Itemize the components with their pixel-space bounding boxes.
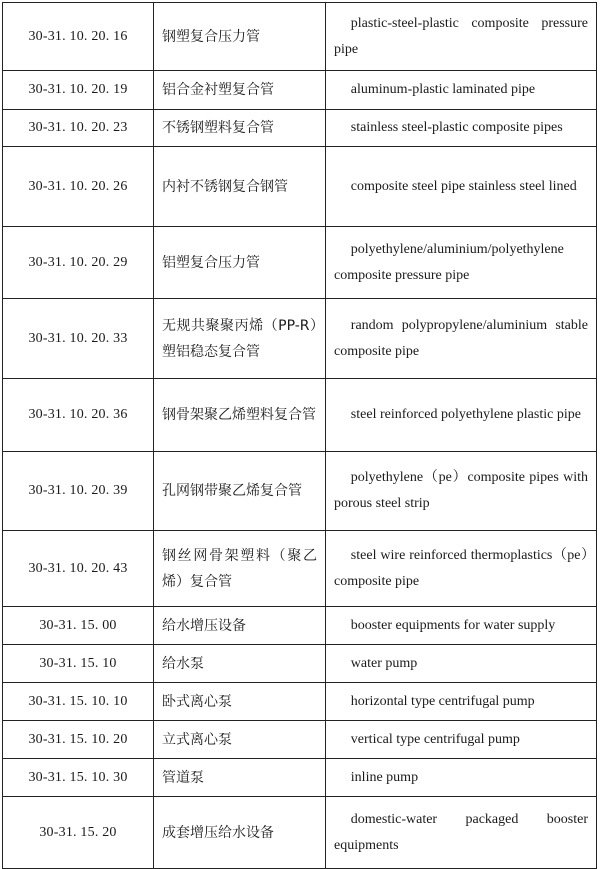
- row-english-term: polyethylene/aluminium/polyethylene composite pressure pipe: [326, 227, 597, 299]
- row-code: 30-31. 15. 00: [3, 607, 154, 645]
- row-english-term: inline pump: [326, 759, 597, 797]
- table-row: [3, 759, 597, 797]
- row-chinese-term: 孔网钢带聚乙烯复合管: [154, 452, 326, 531]
- row-code: 30-31. 10. 20. 16: [3, 3, 154, 71]
- row-chinese-term: 卧式离心泵: [154, 683, 326, 721]
- table-row: [3, 3, 597, 71]
- row-chinese-term: 钢塑复合压力管: [154, 3, 326, 71]
- table-row: [3, 531, 597, 607]
- row-english-term: water pump: [326, 645, 597, 683]
- row-code: 30-31. 10. 20. 36: [3, 379, 154, 452]
- row-code: 30-31. 15. 20: [3, 797, 154, 869]
- row-english-term: plastic-steel-plastic composite pressure pipe: [326, 3, 597, 71]
- row-chinese-term: 成套增压给水设备: [154, 797, 326, 869]
- table-row: [3, 645, 597, 683]
- row-english-term: stainless steel-plastic composite pipes: [326, 110, 597, 147]
- row-chinese-term: 钢丝网骨架塑料（聚乙烯）复合管: [154, 531, 326, 607]
- table-row: [3, 683, 597, 721]
- row-code: 30-31. 15. 10. 10: [3, 683, 154, 721]
- row-chinese-term: 不锈钢塑料复合管: [154, 110, 326, 147]
- row-english-term: vertical type centrifugal pump: [326, 721, 597, 759]
- row-english-term: horizontal type centrifugal pump: [326, 683, 597, 721]
- table-row: [3, 379, 597, 452]
- row-code: 30-31. 10. 20. 43: [3, 531, 154, 607]
- table-row: [3, 797, 597, 869]
- row-chinese-term: 铝塑复合压力管: [154, 227, 326, 299]
- row-code: 30-31. 10. 20. 19: [3, 71, 154, 110]
- row-chinese-term: 钢骨架聚乙烯塑料复合管: [154, 379, 326, 452]
- row-code: 30-31. 15. 10. 30: [3, 759, 154, 797]
- row-english-term: random polypropylene/aluminium stable composite pipe: [326, 299, 597, 379]
- table-row: [3, 607, 597, 645]
- row-code: 30-31. 10. 20. 26: [3, 147, 154, 227]
- row-chinese-term: 给水泵: [154, 645, 326, 683]
- table-row: [3, 71, 597, 110]
- row-chinese-term: 立式离心泵: [154, 721, 326, 759]
- row-code: 30-31. 10. 20. 39: [3, 452, 154, 531]
- row-english-term: aluminum-plastic laminated pipe: [326, 71, 597, 110]
- row-english-term: domestic-water packaged booster equipments: [326, 797, 597, 869]
- row-code: 30-31. 10. 20. 33: [3, 299, 154, 379]
- row-chinese-term: 内衬不锈钢复合钢管: [154, 147, 326, 227]
- row-chinese-term: 给水增压设备: [154, 607, 326, 645]
- row-code: 30-31. 15. 10. 20: [3, 721, 154, 759]
- row-chinese-term: 铝合金衬塑复合管: [154, 71, 326, 110]
- row-code: 30-31. 10. 20. 23: [3, 110, 154, 147]
- row-english-term: steel reinforced polyethylene plastic pipe: [326, 379, 597, 452]
- table-row: [3, 299, 597, 379]
- table-row: [3, 721, 597, 759]
- row-code: 30-31. 15. 10: [3, 645, 154, 683]
- row-english-term: steel wire reinforced thermoplastics（pe）composite pipe: [326, 531, 597, 607]
- terminology-table: [2, 2, 597, 869]
- row-chinese-term: 无规共聚聚丙烯（PP-R）塑铝稳态复合管: [154, 299, 326, 379]
- row-chinese-term: 管道泵: [154, 759, 326, 797]
- row-english-term: polyethylene（pe）composite pipes with porous steel strip: [326, 452, 597, 531]
- row-english-term: booster equipments for water supply: [326, 607, 597, 645]
- table-row: [3, 110, 597, 147]
- row-english-term: composite steel pipe stainless steel lined: [326, 147, 597, 227]
- table-row: [3, 147, 597, 227]
- row-code: 30-31. 10. 20. 29: [3, 227, 154, 299]
- table-row: [3, 452, 597, 531]
- table-row: [3, 227, 597, 299]
